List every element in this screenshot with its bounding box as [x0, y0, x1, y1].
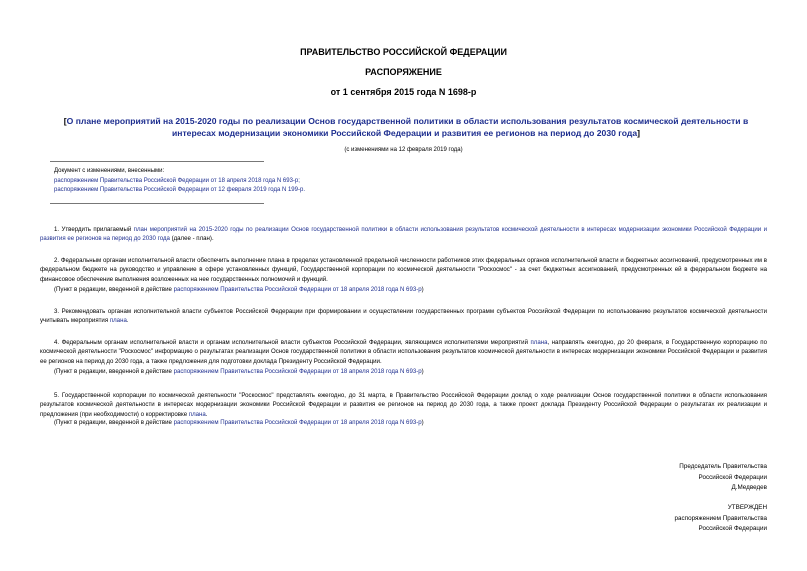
paragraph-5-after: .	[205, 410, 208, 418]
paragraph-5	[40, 391, 767, 419]
paragraph-4-before: 4. Федеральным органам исполнительной власти и органам исполнительной власти субъектов Российской Федерации, являющимся исполнителями мероприятий	[54, 339, 531, 346]
note-suffix: )	[421, 368, 424, 375]
paragraph-1-after: (далее - план).	[169, 235, 214, 243]
signature-country: Российской Федерации	[698, 473, 767, 481]
paragraph-3	[40, 307, 767, 326]
plan-link[interactable]: плана	[109, 317, 127, 325]
paragraph-5-before: 5. Государственной корпорации по космической деятельности "Роскосмос" представлять ежегодно, до 31 марта, в Правительство Российской Федерации доклад о ходе реализации Основ государственной политики в области использования результатов космической деятельности в интересах модернизации экономики Российской Федерации и развития ее регионов на период до 2030 года, а также проект доклада Президенту Российской Федерации о результатах их реализации и предложения (при необходимости) о корректировке	[40, 392, 767, 418]
note-prefix: (Пункт в редакции, введенной в действие	[54, 286, 174, 293]
document-type: РАСПОРЯЖЕНИЕ	[365, 67, 442, 77]
plan-link[interactable]: плана	[530, 339, 548, 346]
paragraph-5-note	[54, 419, 424, 426]
signature-block	[679, 462, 767, 494]
paragraph-4-after: , направлять ежегодно, до 20 февраля, в Государственную корпорацию по космической деятельности "Роскосмос" информацию о результатах реализации Основ государственной политики в области использования результатов космической деятельности в интересах модернизации экономики Российской Федерации и развития ее регионов на период до 2030 года, а также предложения для подготовки доклада Президенту Российской Федерации.	[40, 339, 767, 365]
title-link[interactable]: О плане мероприятий на 2015-2020 годы по реализации Основ государственной политики в области использования результатов космической деятельности в интересах модернизации экономики Российской Федерации и развития ее регионов на период до 2030 года	[66, 116, 749, 138]
signature-name: Д.Медведев	[731, 484, 767, 491]
note-prefix: (Пункт в редакции, введенной в действие	[54, 419, 174, 426]
note-prefix: (Пункт в редакции, введенной в действие	[54, 368, 174, 375]
changes-heading: Документ с изменениями, внесенными:	[54, 168, 165, 174]
plan-link[interactable]: план мероприятий на 2015-2020 годы по реализации Основ государственной политики в области использования результатов космической деятельности в интересах модернизации экономики Российской Федерации и развития ее регионов на период до 2030 года	[40, 226, 767, 243]
title-open-bracket: [	[63, 116, 67, 126]
amendment-link[interactable]: распоряжением Правительства Российской Федерации от 18 апреля 2018 года N 693-р	[173, 419, 422, 426]
paragraph-2-text: 2. Федеральным органам исполнительной власти обеспечить выполнение плана в пределах установленной предельной численности работников этих федеральных органов исполнительной власти и бюджетных ассигнований, предусмотренных им в федеральном бюджете на руководство и управление в сфере установленных функций, Государственной корпорации по космической деятельности "Роскосмос" - за счет бюджетных ассигнований, предусмотренных ей в федеральном бюджете на финансовое обеспечение выполнения возложенных на нее государственных полномочий и функций.	[40, 257, 767, 283]
plan-link[interactable]: плана	[188, 410, 206, 418]
approved-by: распоряжением Правительства	[674, 514, 767, 522]
paragraph-4	[40, 338, 767, 366]
divider-top	[50, 161, 264, 162]
note-suffix: )	[421, 286, 424, 293]
document-date-number: от 1 сентября 2015 года N 1698-р	[330, 87, 477, 97]
title-close-bracket: ]	[637, 128, 640, 138]
paragraph-2-note	[54, 286, 424, 293]
change-link-2[interactable]: распоряжением Правительства Российской Федерации от 12 февраля 2019 года N 199-р.	[54, 187, 305, 193]
change-note: (с изменениями на 12 февраля 2019 года)	[344, 147, 463, 153]
approval-block	[675, 503, 767, 535]
document-title	[50, 115, 762, 139]
paragraph-4-note	[54, 368, 424, 375]
paragraph-1-before: 1. Утвердить прилагаемый	[54, 226, 134, 233]
government-heading: ПРАВИТЕЛЬСТВО РОССИЙСКОЙ ФЕДЕРАЦИИ	[300, 47, 507, 57]
amendment-link[interactable]: распоряжением Правительства Российской Федерации от 18 апреля 2018 года N 693-р	[173, 286, 422, 293]
divider-bottom	[50, 203, 264, 204]
paragraph-2	[40, 256, 767, 284]
approved-country: Российской Федерации	[698, 525, 767, 532]
paragraph-3-before: 3. Рекомендовать органам исполнительной власти субъектов Российской Федерации при формировании и осуществлении государственных программ субъектов Российской Федерации по использованию результатов космической деятельности учитывать мероприятия	[40, 308, 767, 325]
note-suffix: )	[421, 419, 424, 426]
approved-label: УТВЕРЖДЕН	[727, 504, 767, 511]
signature-title: Председатель Правительства	[679, 463, 767, 470]
paragraph-1	[40, 225, 767, 244]
amendment-link[interactable]: распоряжением Правительства Российской Федерации от 18 апреля 2018 года N 693-р	[173, 368, 422, 375]
paragraph-3-after: .	[126, 317, 129, 325]
change-link-1[interactable]: распоряжением Правительства Российской Федерации от 18 апреля 2018 года N 693-р;	[54, 177, 300, 184]
changes-block	[54, 167, 305, 196]
